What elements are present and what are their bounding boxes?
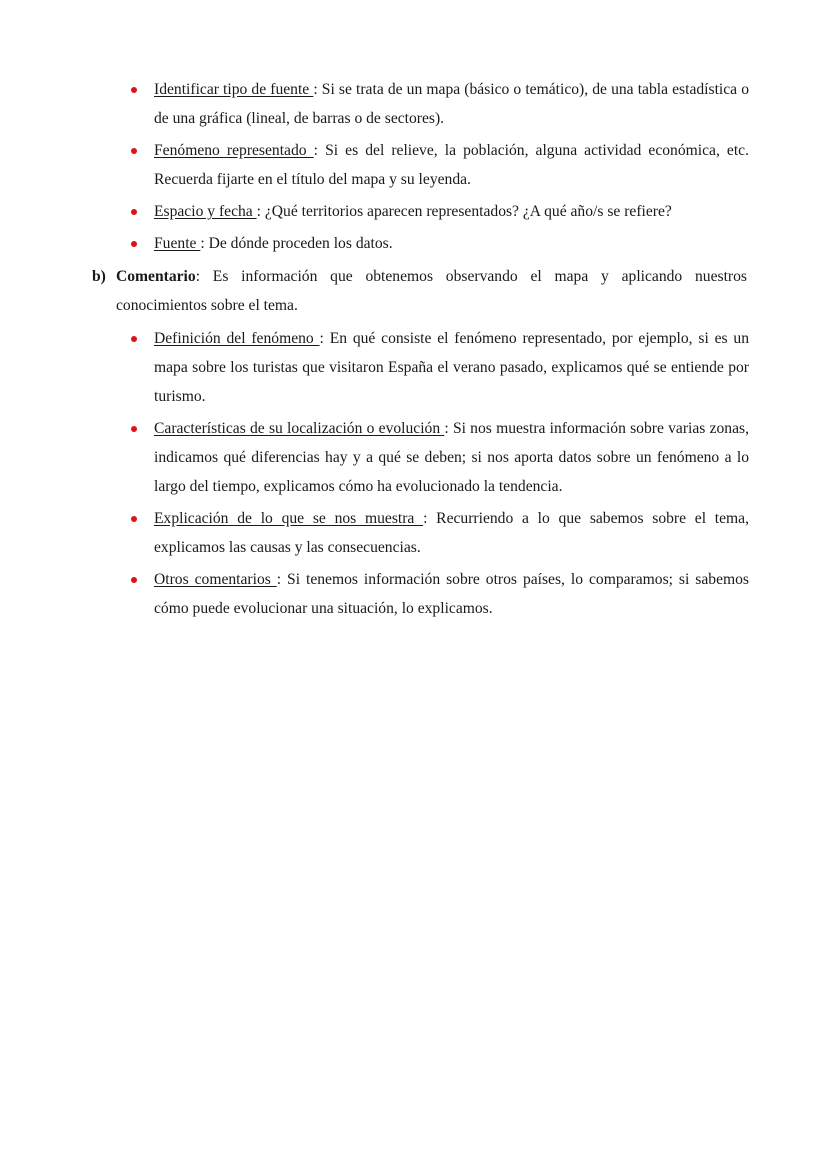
list-item — [154, 75, 749, 133]
item-text: Si tenemos información sobre otros países, lo comparamos; si sabemos cómo puede evolucionar una situación, lo explicamos. — [154, 571, 749, 617]
bullet-icon — [131, 577, 137, 583]
item-separator: : — [313, 142, 318, 159]
bullet-icon — [131, 516, 137, 522]
item-term: Identificar tipo de fuente — [154, 81, 314, 98]
bullet-icon — [131, 426, 137, 432]
item-separator: : — [313, 81, 318, 98]
item-text: Si se trata de un mapa (básico o temático), de una tabla estadística o de una gráfica (lineal, de barras o de sectores). — [154, 81, 749, 127]
item-term: Fenómeno representado — [154, 142, 314, 159]
list-item — [154, 136, 749, 194]
bullet-icon — [131, 209, 137, 215]
list-item — [154, 565, 749, 623]
item-separator: : — [256, 203, 261, 220]
item-separator: : — [200, 235, 205, 252]
item-term: Explicación de lo que se nos muestra — [154, 510, 424, 527]
section-paragraph — [116, 262, 747, 320]
bullet-icon — [131, 87, 137, 93]
item-term: Definición del fenómeno — [154, 330, 320, 347]
item-term: Otros comentarios — [154, 571, 277, 588]
bullet-icon — [131, 336, 137, 342]
section-b-commentary — [92, 262, 747, 320]
section-separator: : — [195, 268, 201, 285]
list-item — [154, 414, 749, 501]
commentary-list — [154, 324, 749, 626]
section-letter: b) — [92, 268, 106, 285]
item-text: Recurriendo a lo que sabemos sobre el tema, explicamos las causas y las consecuencias. — [154, 510, 749, 556]
item-text: Si es del relieve, la población, alguna actividad económica, etc. Recuerda fijarte en el título del mapa y su leyenda. — [154, 142, 750, 188]
item-separator: : — [276, 571, 282, 588]
list-item — [154, 197, 749, 226]
item-term: Fuente — [154, 235, 201, 252]
bullet-icon — [131, 148, 137, 154]
section-title: Comentario — [116, 268, 196, 285]
list-item — [154, 229, 749, 258]
item-term: Características de su localización o evolución — [154, 420, 445, 437]
item-text: En qué consiste el fenómeno representado, por ejemplo, si es un mapa sobre los turistas que visitaron España el verano pasado, explicamos qué se entiende por turismo. — [154, 330, 749, 405]
item-term: Espacio y fecha — [154, 203, 257, 220]
list-item — [154, 504, 749, 562]
bullet-icon — [131, 241, 137, 247]
item-separator: : — [319, 330, 324, 347]
item-text: ¿Qué territorios aparecen representados? ¿A qué año/s se refiere? — [260, 203, 672, 220]
item-text: Si nos muestra información sobre varias zonas, indicamos qué diferencias hay y a qué se deben; si nos aporta datos sobre un fenómeno a lo largo del tiempo, explicamos cómo ha evolucionado la tendencia. — [154, 420, 749, 495]
item-separator: : — [423, 510, 428, 527]
section-text: Es información que obtenemos observando el mapa y aplicando nuestros conocimientos sobre el tema. — [116, 268, 747, 314]
source-identification-list — [154, 75, 749, 261]
list-item — [154, 324, 749, 411]
item-separator: : — [444, 420, 449, 437]
item-text: De dónde proceden los datos. — [204, 235, 393, 252]
